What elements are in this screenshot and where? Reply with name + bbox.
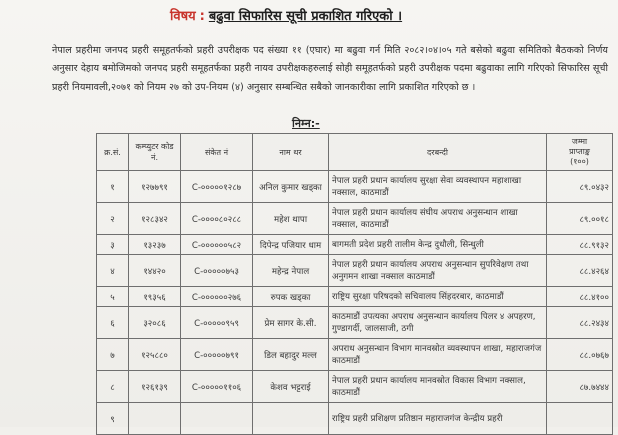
- table-row: [97, 403, 613, 435]
- list-heading: निम्न:-: [292, 117, 320, 130]
- subject-line: [170, 6, 402, 24]
- row-office: नेपाल प्रहरी प्रधान कार्यालय सुरक्षा सेवा व्यवस्थापन महाशाखा नक्साल, काठमाडौं: [329, 171, 547, 203]
- row-office: राष्ट्रिय प्रहरी प्रशिक्षण प्रतिष्ठान महाराजगंज केन्द्रीय प्रहरी: [329, 403, 547, 435]
- row-name: अनिल कुमार खड्का: [253, 171, 329, 203]
- row-total: ८८.२४३४: [547, 307, 613, 339]
- header-total-line2: प्राप्ताङ्क: [569, 147, 590, 156]
- row-code: १२५८८०: [129, 339, 181, 371]
- table-row: [97, 255, 613, 287]
- row-office: बागमती प्रदेश प्रहरी तालीम केन्द्र दुधौली, सिन्धुली: [329, 235, 547, 255]
- header-symbol: संकेत नं: [181, 134, 253, 171]
- header-total-line1: जम्मा: [571, 137, 588, 146]
- row-sn: ९: [97, 403, 129, 435]
- table-row: [97, 287, 613, 307]
- row-office: राष्ट्रिय सुरक्षा परिषदको सचिवालय सिंहदरबार, काठमाडौं: [329, 287, 547, 307]
- row-code: १९३५६: [129, 287, 181, 307]
- table-row: [97, 339, 613, 371]
- row-sn: १: [97, 171, 129, 203]
- row-total: ८७.७४४४: [547, 371, 613, 403]
- recommendation-table: [96, 133, 613, 435]
- row-total: ८९.०४३२: [547, 171, 613, 203]
- row-total: ८८.४२६४: [547, 255, 613, 287]
- row-sn: ४: [97, 255, 129, 287]
- table-row: [97, 307, 613, 339]
- row-code: [129, 403, 181, 435]
- row-name: दिपेन्द्र पजियार धाम: [253, 235, 329, 255]
- subject-text: बढुवा सिफारिस सूची प्रकाशित गरिएको ।: [208, 9, 403, 24]
- header-name: नाम थर: [253, 134, 329, 171]
- row-symbol: C-०००००९५९: [181, 307, 253, 339]
- row-name: [253, 403, 329, 435]
- row-symbol: C-०००००१२८७: [181, 171, 253, 203]
- row-code: ३२०८६: [129, 307, 181, 339]
- table-row: [97, 235, 613, 255]
- row-office: काठमाडौं उपत्यका अपराध अनुसन्धान कार्यालय पिलर ४ अपहरण, गुण्डागर्दी, जालसाजी, ठगी: [329, 307, 547, 339]
- table-header-row: [97, 134, 613, 171]
- header-sn: क्र.सं.: [97, 134, 129, 171]
- row-name: डिल बहादुर मल्ल: [253, 339, 329, 371]
- row-code: १२६१३९: [129, 371, 181, 403]
- row-code: १२८३४२: [129, 203, 181, 235]
- row-office: नेपाल प्रहरी प्रधान कार्यालय अपराध अनुसन्धान सुपरिवेक्षण तथा अनुगमन शाखा नक्साल काठमाडौं: [329, 255, 547, 287]
- row-sn: ५: [97, 287, 129, 307]
- row-symbol: C-०००००७९१: [181, 339, 253, 371]
- row-sn: ६: [97, 307, 129, 339]
- table-row: [97, 171, 613, 203]
- subject-colon: :: [199, 9, 205, 24]
- row-code: १२७७९१: [129, 171, 181, 203]
- header-total: [547, 134, 613, 171]
- row-name: महेन्द्र नेपाल: [253, 255, 329, 287]
- subject-label: विषय: [170, 9, 196, 24]
- header-total-line3: (१००): [570, 157, 589, 166]
- row-sn: ८: [97, 371, 129, 403]
- table-row: [97, 203, 613, 235]
- row-sn: २: [97, 203, 129, 235]
- row-name: केशव भट्टराई: [253, 371, 329, 403]
- row-total: [547, 403, 613, 435]
- row-name: महेश थापा: [253, 203, 329, 235]
- row-symbol: C-०००००११०६: [181, 371, 253, 403]
- row-sn: ७: [97, 339, 129, 371]
- row-symbol: C-००००००२७६: [181, 287, 253, 307]
- row-total: ८८.०७६७: [547, 339, 613, 371]
- row-name: रुपक खड्का: [253, 287, 329, 307]
- row-code: १३२३७: [129, 235, 181, 255]
- header-computer-code: कम्प्युटर कोड नं.: [129, 134, 181, 171]
- row-office: अपराध अनुसन्धान विभाग मानवस्रोत व्यवस्थापन शाखा, महाराजगंज काठमाडौं: [329, 339, 547, 371]
- row-symbol: C-००००००५८२: [181, 235, 253, 255]
- table-row: [97, 371, 613, 403]
- row-code: १४४२०: [129, 255, 181, 287]
- row-total: ८९.००१८: [547, 203, 613, 235]
- row-symbol: C-०००००७५३: [181, 255, 253, 287]
- row-name: प्रेम सागर के.सी.: [253, 307, 329, 339]
- row-office: नेपाल प्रहरी प्रधान कार्यालय मानवस्रोत विकास विभाग नक्साल, काठमाडौं: [329, 371, 547, 403]
- row-total: ८८.४१००: [547, 287, 613, 307]
- row-symbol: C-००००८०२८८: [181, 203, 253, 235]
- row-office: नेपाल प्रहरी प्रधान कार्यालय संघीय अपराध अनुसन्धान शाखा नक्साल, काठमाडौं: [329, 203, 547, 235]
- header-office: दरबन्दी: [329, 134, 547, 171]
- intro-paragraph: नेपाल प्रहरीमा जनपद प्रहरी समूहतर्फको प्रहरी उपरीक्षक पद संख्या ११ (एघार) मा बढुवा गर्न मिति २०८२।०४।०५ गते बसेको बढुवा समितिको बैठकको निर्णय अनुसार देहाय बमोजिमको जनपद प्रहरी समूहतर्फका प्रहरी नायव उपरीक्षकहरुलाई सोही समूहतर्फको प्रहरी उपरीक्षक पदमा बढुवाका लागि गरिएको सिफारिस सूची प्रहरी नियमावली,२०७१ को नियम २७ को उप-नियम (४) अनुसार सम्बन्धित सबैको जानकारीका लागि प्रकाशित गरिएको छ ।: [52, 45, 608, 93]
- row-sn: ३: [97, 235, 129, 255]
- row-total: ८८.९१३२: [547, 235, 613, 255]
- row-symbol: [181, 403, 253, 435]
